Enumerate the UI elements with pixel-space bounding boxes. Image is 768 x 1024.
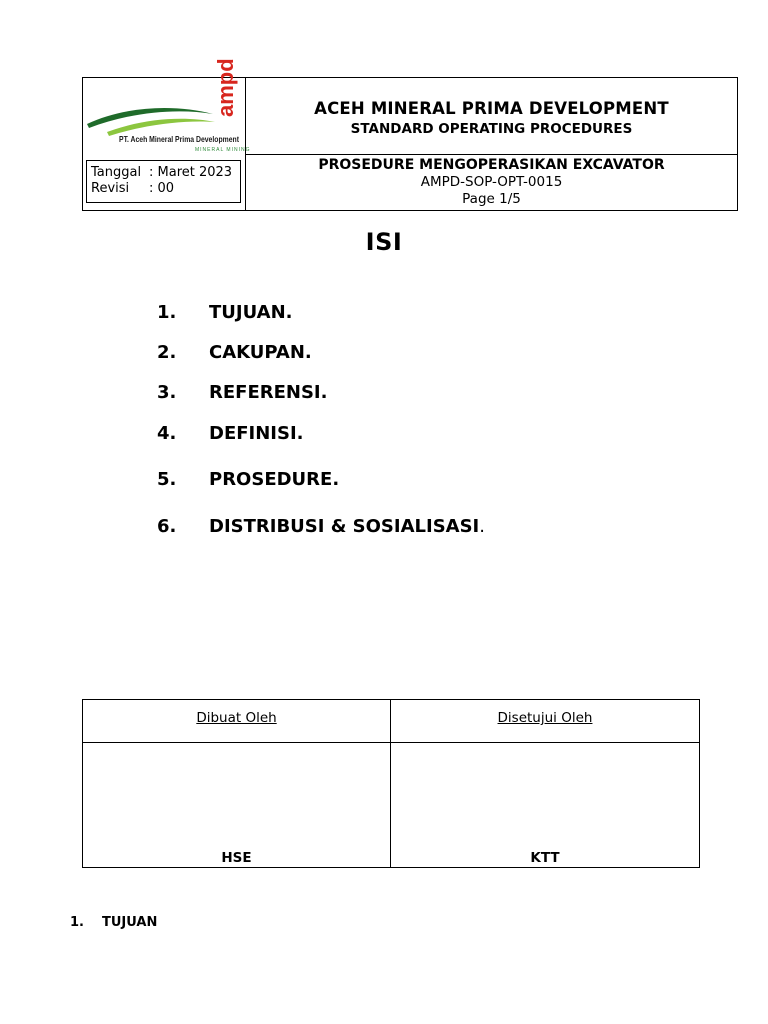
toc-item-referensi bbox=[157, 382, 327, 403]
toc-item-label: REFERENSI. bbox=[209, 382, 328, 403]
page-number: Page 1/5 bbox=[462, 191, 521, 207]
document-title: PROSEDURE MENGOPERASIKAN EXCAVATOR bbox=[318, 157, 665, 173]
toc-item-number: 2. bbox=[157, 342, 177, 363]
revisi-row bbox=[91, 181, 236, 197]
logo-company-text: PT. Aceh Mineral Prima Development bbox=[119, 134, 240, 144]
toc-item-label: TUJUAN. bbox=[209, 302, 293, 323]
revisi-value: : 00 bbox=[149, 181, 175, 196]
section-heading-tujuan bbox=[70, 915, 157, 930]
toc-item-number: 6. bbox=[157, 516, 177, 537]
toc-item-distribusi bbox=[157, 516, 485, 537]
toc-item-label: DISTRIBUSI & SOSIALISASI bbox=[209, 516, 480, 537]
ampd-logo-graphic bbox=[85, 58, 251, 156]
section-number: 1. bbox=[70, 915, 84, 930]
sop-title: STANDARD OPERATING PROCEDURES bbox=[350, 121, 633, 137]
toc-item-number: 5. bbox=[157, 469, 177, 490]
company-logo bbox=[85, 58, 251, 156]
toc-item-prosedure bbox=[157, 469, 339, 490]
isi-heading: ISI bbox=[365, 228, 403, 256]
section-title: TUJUAN bbox=[102, 915, 158, 930]
document-code: AMPD-SOP-OPT-0015 bbox=[420, 174, 563, 190]
approved-by-label: Disetujui Oleh bbox=[391, 700, 699, 743]
toc-item-number: 4. bbox=[157, 423, 177, 444]
toc-item-label: CAKUPAN. bbox=[209, 342, 312, 363]
toc-item-trailing-period: . bbox=[479, 516, 485, 537]
approved-by-name: KTT bbox=[530, 850, 560, 866]
date-revision-box bbox=[86, 160, 241, 203]
toc-item-definisi bbox=[157, 423, 304, 444]
toc-item-cakupan bbox=[157, 342, 312, 363]
toc-item-number: 1. bbox=[157, 302, 177, 323]
made-by-label: Dibuat Oleh bbox=[83, 700, 390, 743]
toc-item-number: 3. bbox=[157, 382, 177, 403]
toc-item-label: DEFINISI. bbox=[209, 423, 304, 444]
title-cell bbox=[246, 78, 737, 155]
made-by-column bbox=[83, 700, 391, 867]
toc-item-label: PROSEDURE. bbox=[209, 469, 340, 490]
tanggal-value: : Maret 2023 bbox=[149, 165, 233, 180]
made-by-name: HSE bbox=[221, 850, 252, 866]
document-info-cell bbox=[246, 155, 737, 210]
company-name: ACEH MINERAL PRIMA DEVELOPMENT bbox=[314, 99, 669, 118]
tanggal-row bbox=[91, 165, 236, 181]
toc-item-tujuan bbox=[157, 302, 293, 323]
approved-by-column bbox=[391, 700, 699, 867]
tanggal-label: Tanggal bbox=[91, 165, 142, 180]
document-header bbox=[82, 58, 738, 211]
logo-brand-text: ampd bbox=[213, 58, 238, 117]
signature-table bbox=[82, 699, 700, 868]
logo-tagline: MINERAL MINING bbox=[195, 147, 251, 153]
revisi-label: Revisi bbox=[91, 181, 130, 196]
logo-cell bbox=[83, 58, 251, 210]
